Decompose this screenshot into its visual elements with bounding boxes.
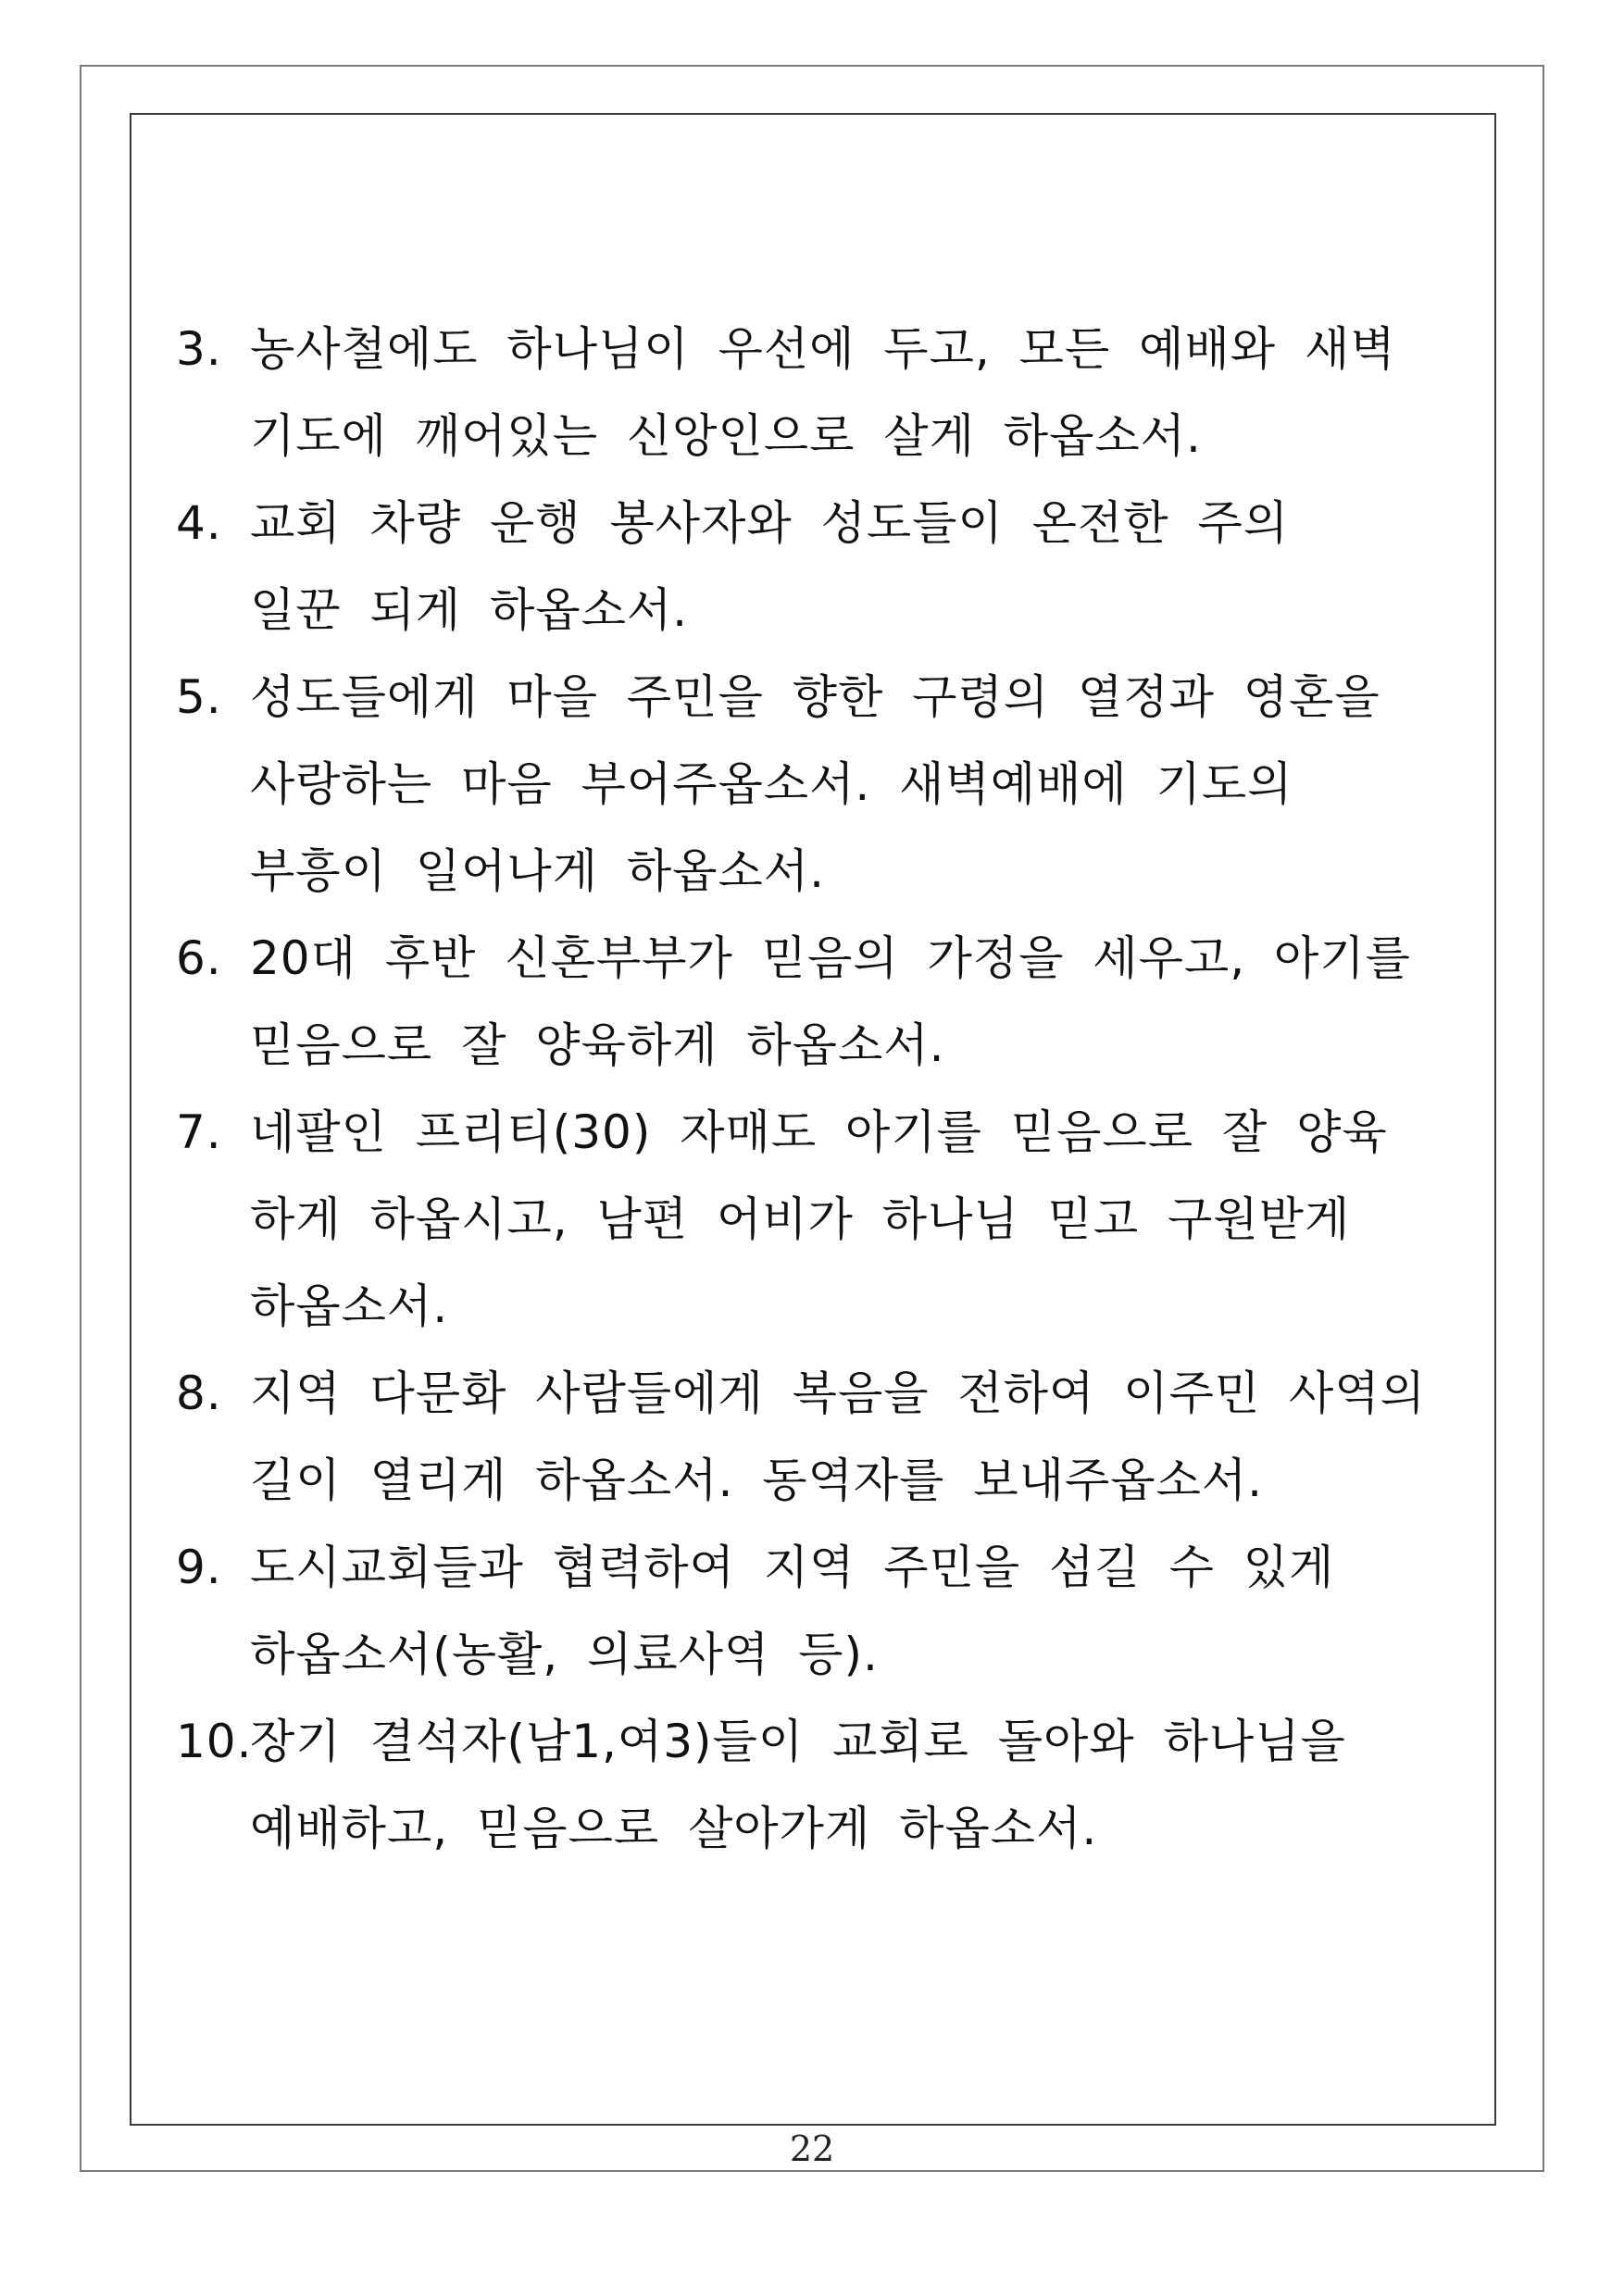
- item-text-line: 하옵소서.: [250, 1279, 449, 1333]
- prayer-item-4: [176, 480, 1472, 654]
- item-text-line: 네팔인 프리티(30) 자매도 아기를 믿음으로 잘 양육: [250, 1105, 1388, 1159]
- item-number: 7.: [176, 1105, 222, 1159]
- item-number: 10.: [176, 1715, 253, 1768]
- prayer-item-5: [176, 654, 1472, 915]
- item-text-line: 도시교회들과 협력하여 지역 주민을 섬길 수 있게: [250, 1541, 1335, 1594]
- prayer-item-10: [176, 1698, 1472, 1872]
- item-text-line: 믿음으로 잘 양육하게 하옵소서.: [250, 1018, 945, 1072]
- item-text-line: 농사철에도 하나님이 우선에 두고, 모든 예배와 새벽: [250, 322, 1396, 376]
- item-text-line: 일꾼 되게 하옵소서.: [250, 583, 689, 637]
- item-number: 3.: [176, 322, 222, 376]
- item-text-line: 기도에 깨어있는 신앙인으로 살게 하옵소서.: [250, 409, 1202, 463]
- item-number: 6.: [176, 931, 222, 985]
- item-text-line: 교회 차량 운행 봉사자와 성도들이 온전한 주의: [250, 496, 1290, 550]
- item-text-line: 지역 다문화 사람들에게 복음을 전하여 이주민 사역의: [250, 1366, 1426, 1420]
- prayer-item-6: [176, 915, 1472, 1089]
- item-text-line: 부흥이 일어나게 하옵소서.: [250, 844, 825, 898]
- prayer-list: [176, 306, 1472, 1872]
- item-number: 8.: [176, 1366, 222, 1420]
- item-text-line: 사랑하는 마음 부어주옵소서. 새벽예배에 기도의: [250, 757, 1293, 811]
- item-text-line: 장기 결석자(남1,여3)들이 교회로 돌아와 하나님을: [250, 1715, 1346, 1768]
- item-number: 9.: [176, 1541, 222, 1594]
- page-number: 22: [789, 2128, 835, 2169]
- item-text-line: 예배하고, 믿음으로 살아가게 하옵소서.: [250, 1802, 1098, 1855]
- item-number: 4.: [176, 496, 222, 550]
- item-number: 5.: [176, 670, 222, 724]
- item-text-line: 하게 하옵시고, 남편 어비가 하나님 믿고 구원받게: [250, 1192, 1351, 1246]
- prayer-item-8: [176, 1350, 1472, 1524]
- item-text-line: 성도들에게 마을 주민을 향한 구령의 열정과 영혼을: [250, 670, 1380, 724]
- prayer-item-9: [176, 1524, 1472, 1698]
- item-text-line: 20대 후반 신혼부부가 믿음의 가정을 세우고, 아기를: [250, 931, 1411, 985]
- prayer-item-3: [176, 306, 1472, 480]
- item-text-line: 길이 열리게 하옵소서. 동역자를 보내주옵소서.: [250, 1454, 1264, 1507]
- item-text-line: 하옵소서(농활, 의료사역 등).: [250, 1628, 879, 1681]
- prayer-item-7: [176, 1089, 1472, 1350]
